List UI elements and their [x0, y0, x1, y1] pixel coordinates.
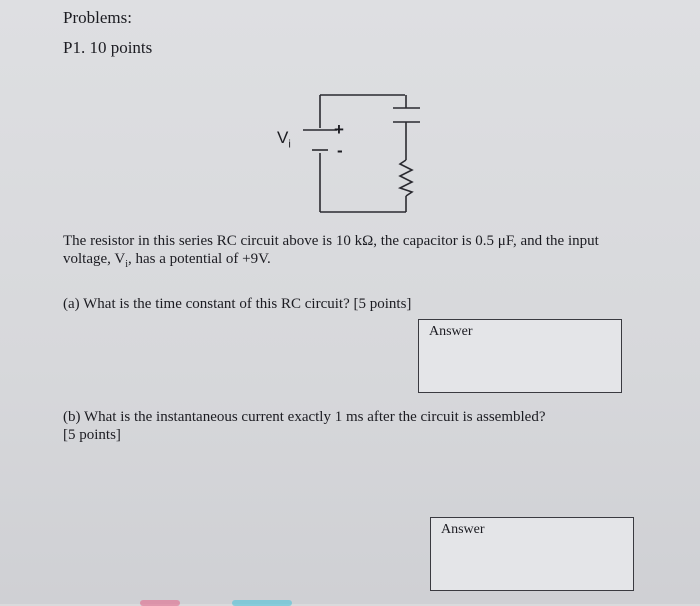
statement-line-2-pre: voltage, V — [63, 251, 126, 267]
plus-sign: + — [334, 120, 344, 139]
source-label-main: V — [277, 128, 289, 147]
problem-title: P1. 10 points — [63, 38, 153, 57]
part-a-question: (a) What is the time constant of this RC circuit? [5 points] — [63, 296, 412, 312]
source-voltage-label — [277, 128, 291, 150]
part-a-answer-box[interactable] — [418, 319, 622, 393]
problem-statement — [63, 232, 663, 274]
part-b-question-line-2: [5 points] — [63, 427, 121, 443]
statement-line-2-sub: i — [125, 259, 128, 270]
section-title: Problems: — [63, 8, 132, 27]
minus-sign: - — [337, 141, 343, 160]
resistor-zigzag — [400, 160, 412, 196]
part-b-answer-box[interactable] — [430, 517, 634, 591]
part-a-answer-label: Answer — [429, 324, 473, 339]
statement-line-2-post: , has a potential of +9V. — [128, 251, 271, 267]
source-label-sub: i — [288, 138, 291, 151]
bottom-glow-cyan — [232, 600, 292, 606]
statement-line-2 — [63, 250, 663, 274]
part-b-answer-label: Answer — [441, 522, 485, 537]
part-b-question-line-1: (b) What is the instantaneous current exactly 1 ms after the circuit is assembled? — [63, 409, 546, 425]
statement-line-1: The resistor in this series RC circuit above is 10 kΩ, the capacitor is 0.5 μF, and the input — [63, 233, 599, 249]
bottom-glow-pink — [140, 600, 180, 606]
part-b-question — [63, 408, 623, 444]
